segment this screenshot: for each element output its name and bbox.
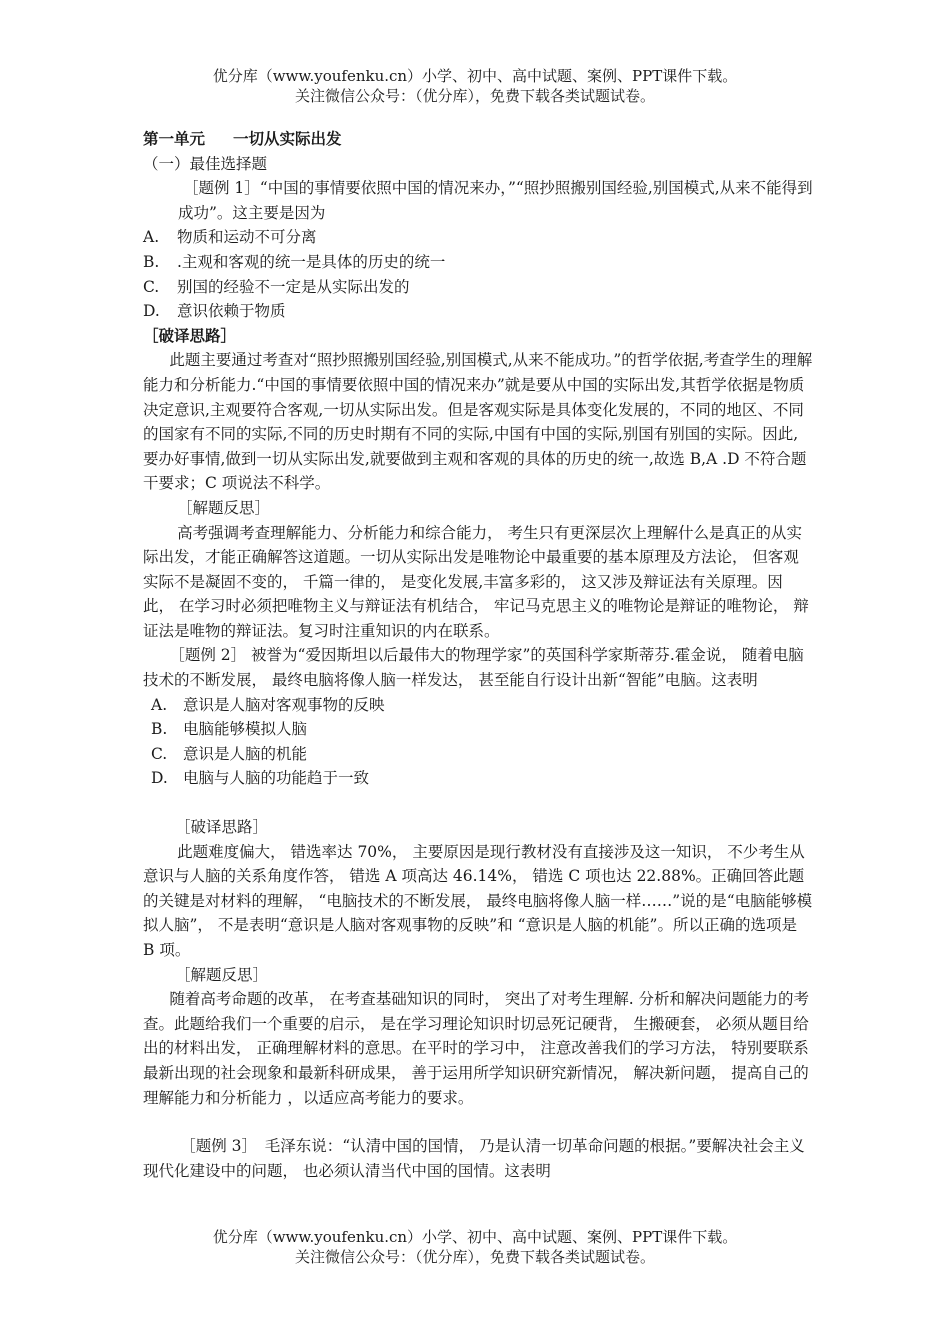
unit-title: 一切从实际出发	[233, 129, 342, 148]
option-text: 别国的经验不一定是从实际出发的	[177, 277, 410, 296]
example-2-reflection: 随着高考命题的改革， 在考查基础知识的同时， 突出了对考生理解. 分析和解决问题能力的考查。此题给我们一个重要的启示， 是在学习理论知识时切忌死记硬背， 生搬硬套， 必须从题目给出的材料出发， 正确理解材料的意思。在平时的学习中， 注意改善我们的学习方法， 特别要联系最新出现的社会现象和最新科研成果， 善于运用所学知识研究新情况， 解决新问题， 提高自己的理解能力和分析能力 ，以适应高考能力的要求。	[143, 990, 810, 1107]
option-b	[143, 250, 813, 275]
option-text: 意识依赖于物质	[177, 302, 286, 321]
option-key: B.	[151, 720, 168, 739]
unit-heading	[143, 127, 813, 152]
page-header	[0, 66, 950, 106]
option-c	[143, 742, 813, 767]
example-2-reflection-title: ［解题反思］	[175, 965, 269, 984]
option-text: 意识是人脑对客观事物的反映	[183, 695, 385, 714]
option-d	[143, 299, 813, 324]
option-a	[143, 693, 813, 718]
option-key: B.	[143, 252, 160, 271]
header-line-1: 优分库（www.youfenku.cn）小学、初中、高中试题、案例、PPT课件下载。	[212, 67, 738, 85]
example-1-analysis: 此题主要通过考查对“照抄照搬别国经验,别国模式,从来不能成功。”的哲学依据,考查学生的理解能力和分析能力.“中国的事情要依照中国的情况来办”就是要从中国的实际出发,其哲学依据是物质决定意识,主观要符合客观,一切从实际出发。但是客观实际是具体变化发展的，不同的地区、不同的国家有不同的实际,不同的历史时期有不同的实际,中国有中国的实际,别国有别国的实际。因此,要办好事情,做到一切从实际出发,就要做到主观和客观的具体的历史的统一,故选 B,A .D 不符合题干要求；C 项说法不科学。	[143, 351, 813, 493]
option-text: 物质和运动不可分离	[177, 228, 317, 247]
option-key: C.	[151, 744, 168, 763]
option-key: D.	[143, 302, 160, 321]
option-c	[143, 275, 813, 300]
example-1-analysis-title: ［破译思路］	[143, 325, 237, 345]
example-1-reflection-title: ［解题反思］	[177, 498, 271, 517]
example-2-options	[143, 693, 813, 791]
header-line-2: 关注微信公众号：（优分库），免费下载各类试题试卷。	[294, 87, 655, 105]
option-text: 电脑与人脑的功能趋于一致	[183, 769, 370, 788]
option-key: A.	[151, 695, 168, 714]
option-text: 电脑能够模拟人脑	[183, 720, 308, 739]
option-a	[143, 225, 813, 250]
example-1-stem: ［题例 1］“中国的事情要依照中国的情况来办，”“照抄照搬别国经验,别国模式,从来不能得到成功”。这主要是因为	[178, 179, 813, 222]
footer-line-1: 优分库（www.youfenku.cn）小学、初中、高中试题、案例、PPT课件下载。	[212, 1228, 738, 1246]
footer-line-2: 关注微信公众号：（优分库），免费下载各类试题试卷。	[294, 1248, 655, 1266]
example-2-analysis: 此题难度偏大， 错选率达 70%， 主要原因是现行教材没有直接涉及这一知识， 不少考生从意识与人脑的关系角度作答， 错选 A 项高达 46.14%， 错选 C 项也达 22.88%。正确回答此题的关键是对材料的理解， “电脑技术的不断发展， 最终电脑将像人脑一样……”说的是“电脑能够模拟人脑”， 不是表明“意识是人脑对客观事物的反映”和 “意识是人脑的机能”。所以正确的选项是 B 项。	[143, 842, 813, 959]
document-body	[143, 127, 813, 1183]
option-key: A.	[143, 228, 160, 247]
example-1-reflection: 高考强调考查理解能力、分析能力和综合能力， 考生只有更深层次上理解什么是真正的从实际出发，才能正确解答这道题。一切从实际出发是唯物论中最重要的基本原理及方法论， 但客观实际不是凝固不变的， 千篇一律的， 是变化发展,丰富多彩的， 这又涉及辩证法有关原理。因此， 在学习时必须把唯物主义与辩证法有机结合， 牢记马克思主义的唯物论是辩证的唯物论， 辩证法是唯物的辩证法。复习时注重知识的内在联系。	[143, 523, 809, 640]
example-3-stem: ［题例 3］ 毛泽东说：“认清中国的国情， 乃是认清一切革命问题的根据。”要解决社会主义现代化建设中的问题， 也必须认清当代中国的国情。这表明	[143, 1137, 805, 1180]
option-key: C.	[143, 277, 160, 296]
option-b	[143, 717, 813, 742]
option-text: .主观和客观的统一是具体的历史的统一	[177, 252, 446, 271]
example-1-options	[143, 225, 813, 323]
section-heading: （一）最佳选择题	[143, 154, 268, 173]
example-2-analysis-title: ［破译思路］	[175, 818, 269, 837]
option-text: 意识是人脑的机能	[183, 744, 308, 763]
unit-label: 第一单元	[143, 129, 206, 148]
page-footer	[0, 1227, 950, 1267]
example-2-stem: ［题例 2］ 被誉为“爱因斯坦以后最伟大的物理学家”的英国科学家斯蒂芬.霍金说， 随着电脑技术的不断发展， 最终电脑将像人脑一样发达， 甚至能自行设计出新“智能”电脑。这表明	[143, 646, 804, 690]
option-key: D.	[151, 769, 168, 788]
option-d	[143, 766, 813, 791]
